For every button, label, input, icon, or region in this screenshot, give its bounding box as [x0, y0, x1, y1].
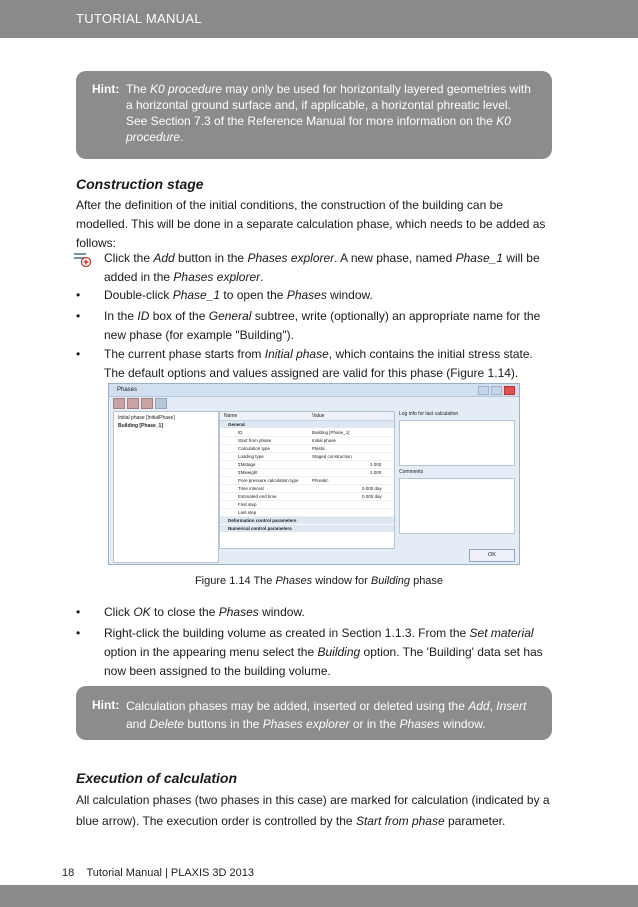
construction-intro: After the definition of the initial conditions, the construction of the building can be modelled. This will be done in a separate calculation phase, which needs to be added as follows: [76, 198, 546, 250]
figure-caption: Figure 1.14 The Phases window for Building phase [194, 575, 444, 587]
add-phase-icon [73, 251, 93, 267]
maximize-icon [491, 386, 502, 395]
delete-phase-icon [141, 398, 153, 409]
execution-text: All calculation phases (two phases in this case) are marked for calculation (indicated by a blue arrow). The execution order is controlled by the Start from phase parameter. [76, 793, 550, 828]
tree-item-initial-phase: Initial phase [InitialPhase] [118, 415, 175, 421]
figure-toolbar [113, 398, 167, 408]
hint-text [126, 81, 542, 145]
hint-box-k0 [76, 71, 552, 159]
section-title-execution: Execution of calculation [76, 770, 238, 786]
page-header [0, 0, 638, 38]
footer-title: Tutorial Manual | PLAXIS 3D 2013 [86, 867, 255, 879]
insert-phase-icon [127, 398, 139, 409]
close-icon [504, 386, 515, 395]
tree-item-building: Building [Phase_1] [118, 423, 164, 429]
figure-phases-tree [113, 411, 219, 563]
add-phase-icon [113, 398, 125, 409]
page-number: 18 [62, 867, 75, 879]
figure-property-grid: Name Value General ID Building [Phase_1] Start from phase Initial phase Calculation type Plastic Loading type Staged construction ΣMstage 1.000 ΣMweight 1.000 Pore pressure calculation type Phreatic Time interval 0.000 day Estimated end time 0.000 day First step Last step Deformation control parameters Numerical control parameters [219, 411, 395, 549]
hint-label: Hint: [92, 82, 120, 96]
section-title-construction: Construction stage [76, 176, 204, 192]
figure-title-bar: Phases [109, 384, 519, 397]
minimize-icon [478, 386, 489, 395]
hint-box-phases [76, 686, 552, 740]
hint-line: The K0 procedure may only be used for horizontally layered geometries with [126, 82, 531, 96]
hint-label: Hint: [92, 698, 120, 712]
hint-line: a horizontal ground surface and, if applicable, a horizontal phreatic level. [126, 98, 511, 112]
phases-window-figure [108, 383, 520, 565]
view-icon [155, 398, 167, 409]
footer-bar [0, 885, 638, 907]
figure-log-panel: Log info for last calculation Comments [399, 411, 515, 533]
figure-ok-button: OK [469, 549, 515, 562]
page-footer [62, 867, 254, 879]
hint-text: Calculation phases may be added, inserted or deleted using the Add, Insert and Delete buttons in the Phases explorer or in the Phases window. [126, 699, 527, 731]
header-title: TUTORIAL MANUAL [76, 11, 202, 26]
hint-line: See Section 7.3 of the Reference Manual for more information on the K0 [126, 114, 511, 128]
hint-line: procedure. [126, 130, 184, 144]
